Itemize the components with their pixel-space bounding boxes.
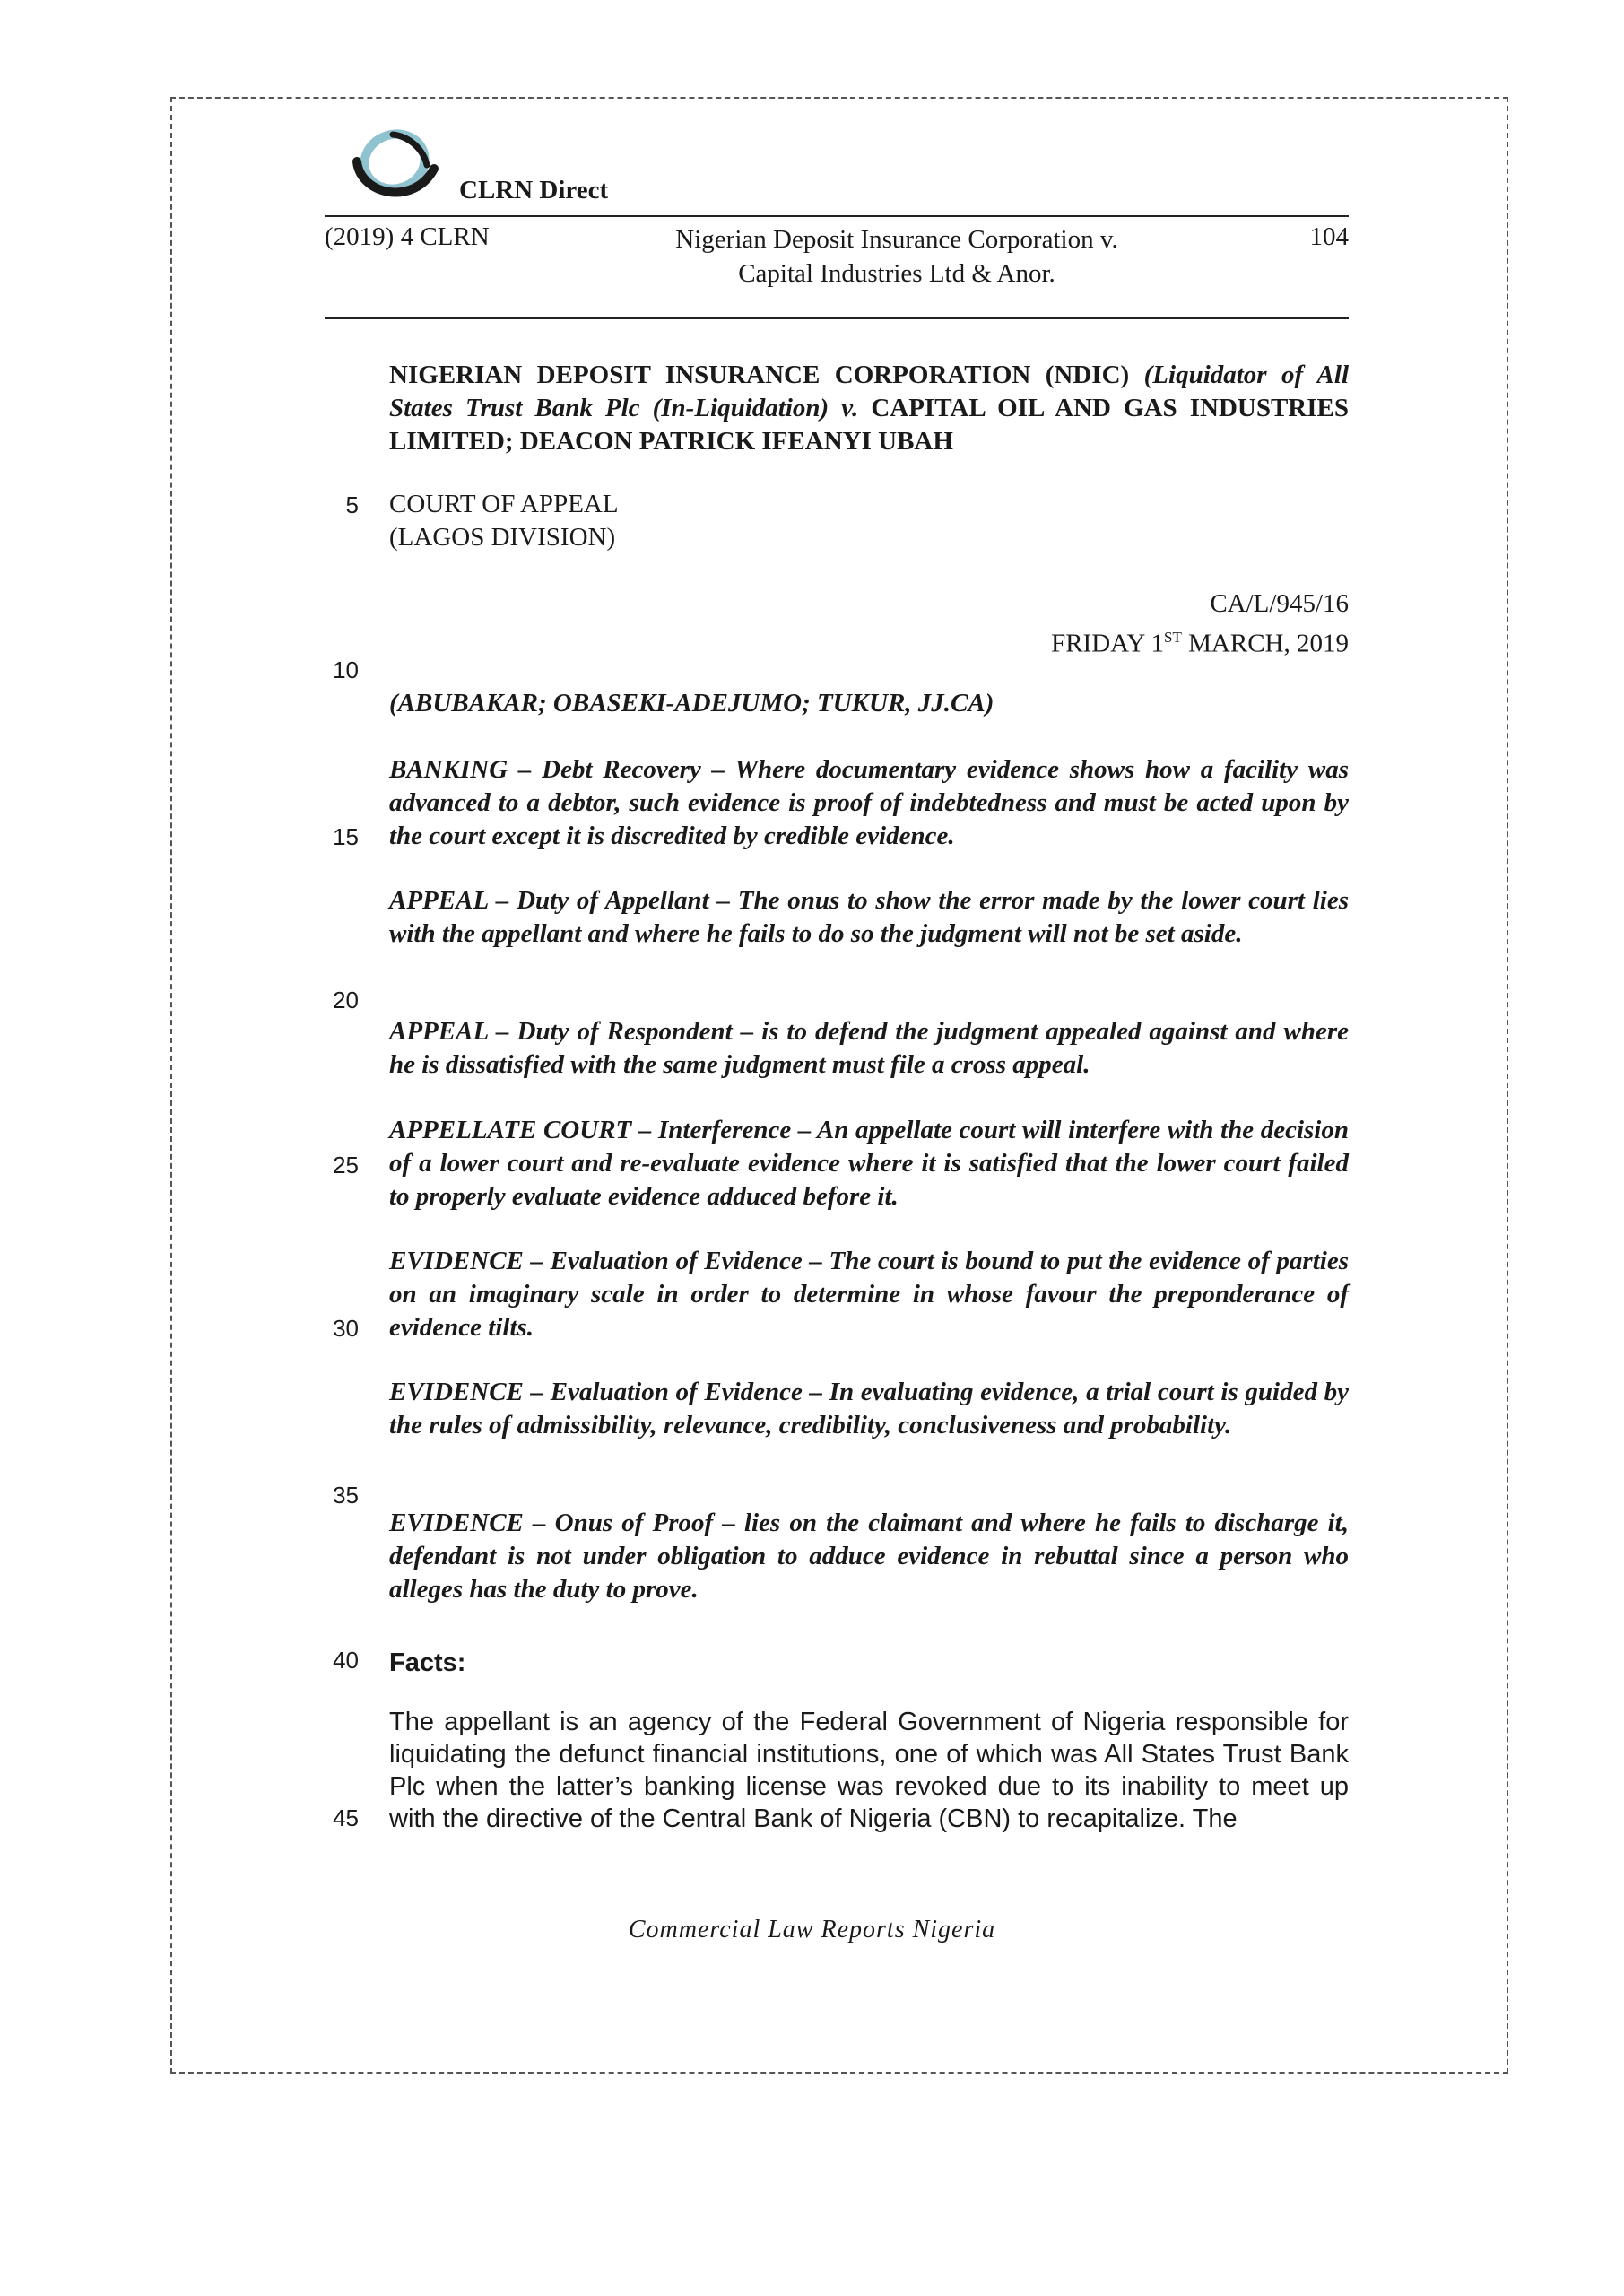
headnote: EVIDENCE – Evaluation of Evidence – The court is bound to put the evidence of parties on an imaginary scale in order to determine in whose favour the preponderance of evidence tilts.: [389, 1247, 1349, 1342]
page-number: 104: [1309, 222, 1349, 251]
running-title: [610, 222, 1184, 291]
suit-number: CA/L/945/16: [1210, 589, 1349, 618]
header-top-rule: [325, 215, 1349, 217]
line-number: 30: [333, 1315, 359, 1342]
line-number: 5: [345, 491, 359, 518]
running-title-line-2: Capital Industries Ltd & Anor.: [738, 259, 1055, 288]
judges: (ABUBAKAR; OBASEKI-ADEJUMO; TUKUR, JJ.CA): [389, 689, 994, 718]
headnote: EVIDENCE – Onus of Proof – lies on the claimant and where he fails to discharge it, defendant is not under obligation to adduce evidence in rebuttal since a person who alleges has the duty to prove.: [389, 1509, 1349, 1604]
facts-heading: Facts:: [389, 1648, 466, 1677]
citation: (2019) 4 CLRN: [325, 222, 490, 251]
headnote: APPEAL – Duty of Appellant – The onus to show the error made by the lower court lies with the appellant and where he fails to do so the judgment will not be set aside.: [389, 886, 1349, 948]
caption-parties-2: CAPITAL OIL AND GAS INDUSTRIES LIMITED; DEACON PATRICK IFEANYI UBAH: [389, 394, 1349, 456]
header-bottom-rule: [325, 317, 1349, 319]
line-number: 15: [333, 823, 359, 850]
line-number: 45: [333, 1805, 359, 1831]
court-line-1: COURT OF APPEAL: [389, 490, 619, 518]
judgment-date: [897, 621, 1349, 661]
caption-italic: (Liquidator of All States Trust Bank Plc (In-Liquidation) v.: [389, 361, 1350, 422]
date-prefix: FRIDAY 1: [1051, 629, 1165, 658]
facts-paragraph: The appellant is an agency of the Federal Government of Nigeria responsible for liquidating the defunct financial institutions, one of which was All States Trust Bank Plc when the latter’s banking license was revoked due to its inability to meet up with the directive of the Central Bank of Nigeria (CBN) to recapitalize. The: [389, 1708, 1349, 1833]
date-sup: ST: [1164, 629, 1182, 646]
headnote: APPEAL – Duty of Respondent – is to defend the judgment appealed against and where he is dissatisfied with the same judgment must file a cross appeal.: [389, 1017, 1349, 1079]
brand-name: CLRN Direct: [459, 176, 609, 204]
headnote: BANKING – Debt Recovery – Where documentary evidence shows how a facility was advanced to a debtor, such evidence is proof of indebtedness and must be acted upon by the court except it is discredited by credible evidence.: [389, 755, 1349, 850]
court-name: [389, 488, 1349, 554]
suit-details: [897, 587, 1349, 661]
court-line-2: (LAGOS DIVISION): [389, 523, 616, 552]
headnote: APPELLATE COURT – Interference – An appellate court will interfere with the decision of a lower court and re-evaluate evidence where it is satisfied that the lower court failed to properly evaluate evidence adduced before it.: [389, 1116, 1349, 1211]
line-number: 25: [333, 1152, 359, 1178]
case-caption: [389, 359, 1349, 458]
line-number: 35: [333, 1482, 359, 1509]
clrn-logo-icon: [341, 118, 445, 212]
line-number: 10: [333, 657, 359, 683]
line-number: 20: [333, 987, 359, 1013]
headnote: EVIDENCE – Evaluation of Evidence – In evaluating evidence, a trial court is guided by the rules of admissibility, relevance, credibility, conclusiveness and probability.: [389, 1378, 1349, 1439]
footer-publication: Commercial Law Reports Nigeria: [628, 1916, 996, 1944]
line-number: 40: [333, 1647, 359, 1674]
running-title-line-1: Nigerian Deposit Insurance Corporation v.: [675, 225, 1118, 254]
caption-parties-1: NIGERIAN DEPOSIT INSURANCE CORPORATION (NDIC): [389, 361, 1144, 389]
date-suffix: MARCH, 2019: [1181, 629, 1349, 658]
